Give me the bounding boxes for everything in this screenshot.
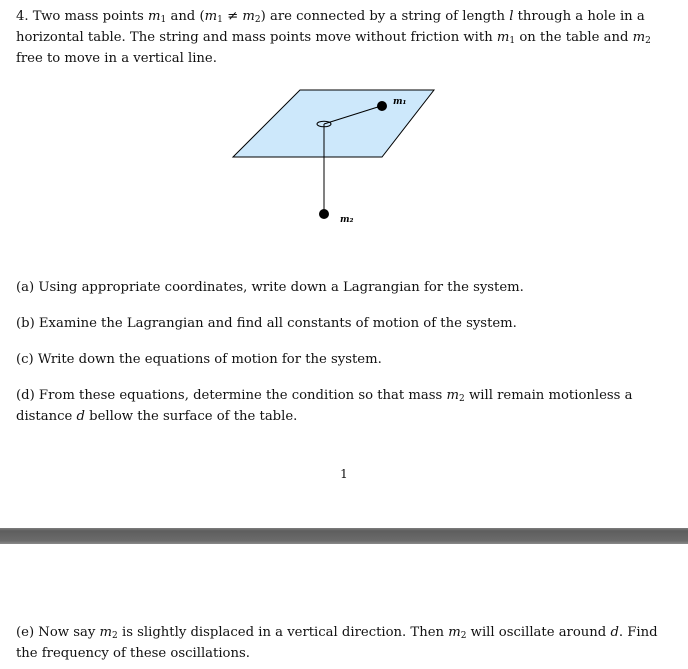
page-separator	[0, 528, 688, 544]
intro-text: through a hole in a horizontal table. The string and mass points move without friction with	[16, 9, 649, 45]
part-e-text: (e) Now say	[16, 625, 96, 640]
symbol-m1: $m_1$	[496, 30, 516, 46]
part-e-text: . Find the frequency of these oscillations.	[16, 625, 662, 661]
part-d-text: (d) From these equations, determine the condition so that mass	[16, 388, 443, 403]
intro-text: Two mass points	[32, 9, 144, 24]
intro-text: and	[170, 9, 196, 24]
intro-text: on the table and	[519, 30, 629, 45]
symbol-l: l	[509, 9, 514, 24]
symbol-m2: $m_2$	[99, 625, 118, 641]
part-c	[16, 351, 666, 369]
part-d-text: will remain motionless a distance	[16, 388, 637, 424]
symbol-m2: $m_2$	[446, 388, 465, 404]
symbol-m1: $m_1$	[148, 9, 167, 25]
paren: )	[260, 9, 266, 24]
symbol-m1: $m_1$	[204, 9, 223, 25]
symbol-d: d	[610, 625, 619, 640]
part-c-text: (c) Write down the equations of motion for the system.	[16, 352, 382, 367]
symbol-d: d	[76, 409, 85, 424]
page-2	[0, 544, 688, 669]
intro-text: free to move in a vertical line.	[16, 51, 217, 66]
paren: (	[199, 9, 205, 24]
symbol-m2: $m_2$	[448, 625, 467, 641]
intro-text: are connected by a string of length	[269, 9, 505, 24]
mass-m2	[319, 209, 329, 219]
part-b-text: (b) Examine the Lagrangian and find all constants of motion of the system.	[16, 316, 517, 331]
part-a-text: (a) Using appropriate coordinates, write down a Lagrangian for the system.	[16, 280, 524, 295]
label-m2: m₂	[340, 215, 354, 225]
page-number: 1	[340, 467, 348, 481]
part-b	[16, 315, 666, 333]
part-a	[16, 279, 666, 297]
mass-m1	[377, 101, 387, 111]
symbol-m2: $m_2$	[242, 9, 261, 25]
part-e-text: is slightly displaced in a vertical direction. Then	[121, 625, 444, 640]
part-d	[16, 387, 666, 426]
neq-symbol: ≠	[227, 9, 239, 24]
part-e-text: will oscillate around	[470, 625, 607, 640]
label-m1: m₁	[393, 97, 407, 107]
part-d-text: bellow the surface of the table.	[89, 409, 298, 424]
part-e	[16, 624, 666, 663]
symbol-m2: $m_2$	[632, 30, 651, 46]
problem-number: 4.	[16, 9, 29, 24]
